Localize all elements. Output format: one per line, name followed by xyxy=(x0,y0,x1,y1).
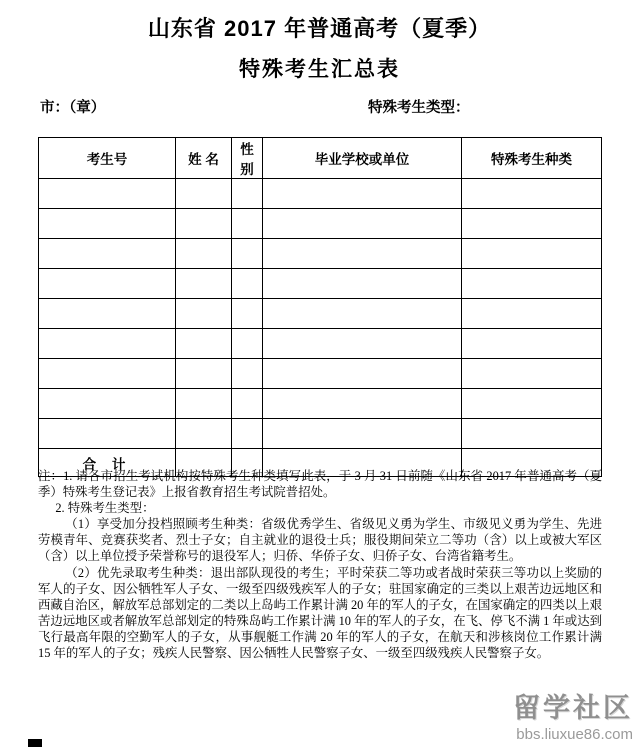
notes-section xyxy=(38,468,602,661)
page-corner-artifact xyxy=(28,739,42,747)
empty-cell xyxy=(263,299,462,329)
empty-cell xyxy=(232,299,263,329)
empty-cell xyxy=(176,179,232,209)
empty-cell xyxy=(232,329,263,359)
empty-cell xyxy=(263,239,462,269)
page-title: 山东省 2017 年普通高考（夏季） xyxy=(147,16,492,41)
empty-cell xyxy=(176,359,232,389)
empty-cell xyxy=(176,299,232,329)
table-row xyxy=(39,419,602,449)
empty-cell xyxy=(462,269,602,299)
table-row xyxy=(39,299,602,329)
empty-cell xyxy=(39,179,176,209)
empty-cell xyxy=(263,389,462,419)
empty-cell xyxy=(176,209,232,239)
note-bonus-category: （1）享受加分投档照顾考生种类：省级优秀学生、省级见义勇为学生、市级见义勇为学生、先进劳模青年、竞赛获奖者、烈士子女；自主就业的退役士兵；服役期间荣立二等功（含）以上或被大军区（含）以上单位授予荣誉称号的退役军人；归侨、华侨子女、归侨子女、台湾省籍考生。 xyxy=(38,517,602,564)
empty-cell xyxy=(232,209,263,239)
empty-cell xyxy=(39,359,176,389)
empty-cell xyxy=(232,269,263,299)
empty-cell xyxy=(232,389,263,419)
empty-cell xyxy=(39,239,176,269)
empty-cell xyxy=(39,299,176,329)
col-header-name: 姓 名 xyxy=(176,138,232,179)
empty-cell xyxy=(232,419,263,449)
empty-cell xyxy=(263,329,462,359)
table-row xyxy=(39,239,602,269)
empty-cell xyxy=(232,239,263,269)
empty-cell xyxy=(39,419,176,449)
empty-cell xyxy=(263,419,462,449)
note-instruction: 注：1. 请各市招生考试机构按特殊考生种类填写此表，于 3 月 31 日前随《山东省 2017 年普通高考（夏季）特殊考生登记表》上报省教育招生考试院普招处。 xyxy=(38,469,602,500)
watermark-site-url: bbs.liuxue86.com xyxy=(516,726,633,743)
empty-cell xyxy=(462,209,602,239)
meta-row xyxy=(0,96,639,118)
empty-cell xyxy=(263,209,462,239)
note-priority-category: （2）优先录取考生种类：退出部队现役的考生；平时荣获二等功或者战时荣获三等功以上奖励的军人的子女、因公牺牲军人子女、一级至四级残疾军人的子女；驻国家确定的三类以上艰苦边远地区和西藏自治区，解放军总部划定的二类以上岛屿工作累计满 20 年的军人的子女，在国家确定的四类以上艰苦边远地区或者解放军总部划定的特殊岛屿工作累计满 10 年的军人的子女，在飞、停飞不满 1 年或达到飞行最高年限的空勤军人的子女，从事舰艇工作满 20 年的军人的子女，在航天和涉核岗位工作累计满 15 年的军人的子女；残疾人民警察、因公牺牲人民警察子女、一级至四级残疾人民警察子女。 xyxy=(38,565,602,661)
empty-cell xyxy=(462,389,602,419)
table-row xyxy=(39,389,602,419)
empty-cell xyxy=(263,359,462,389)
page-subtitle: 特殊考生汇总表 xyxy=(239,58,400,81)
empty-cell xyxy=(39,389,176,419)
empty-cell xyxy=(176,239,232,269)
candidates-table xyxy=(38,137,602,477)
empty-cell xyxy=(176,419,232,449)
col-header-candidate-number: 考生号 xyxy=(39,138,176,179)
empty-cell xyxy=(462,239,602,269)
table-row xyxy=(39,269,602,299)
table-row xyxy=(39,179,602,209)
empty-cell xyxy=(39,269,176,299)
empty-cell xyxy=(462,359,602,389)
watermark-site-name: 留学社区 xyxy=(513,693,633,723)
total-label-cell: 合 计 xyxy=(39,449,176,477)
empty-cell xyxy=(39,329,176,359)
empty-cell xyxy=(176,269,232,299)
empty-cell xyxy=(462,329,602,359)
city-seal-label: 市：（章） xyxy=(40,100,106,116)
table-header-row xyxy=(39,138,602,179)
empty-cell xyxy=(263,179,462,209)
empty-cell xyxy=(176,329,232,359)
table-row xyxy=(39,359,602,389)
table-row xyxy=(39,209,602,239)
note-type-heading: 2. 特殊考生类型： xyxy=(55,501,155,516)
col-header-school-or-unit: 毕业学校或单位 xyxy=(263,138,462,179)
watermark xyxy=(513,686,633,743)
empty-cell xyxy=(232,359,263,389)
empty-cell xyxy=(462,299,602,329)
special-candidate-type-label: 特殊考生类型： xyxy=(368,100,470,116)
empty-cell xyxy=(232,179,263,209)
empty-cell xyxy=(462,419,602,449)
table-row xyxy=(39,329,602,359)
col-header-gender: 性 别 xyxy=(232,138,263,179)
empty-cell xyxy=(462,179,602,209)
empty-cell xyxy=(263,269,462,299)
empty-cell xyxy=(176,389,232,419)
col-header-special-type: 特殊考生种类 xyxy=(462,138,602,179)
empty-cell xyxy=(39,209,176,239)
